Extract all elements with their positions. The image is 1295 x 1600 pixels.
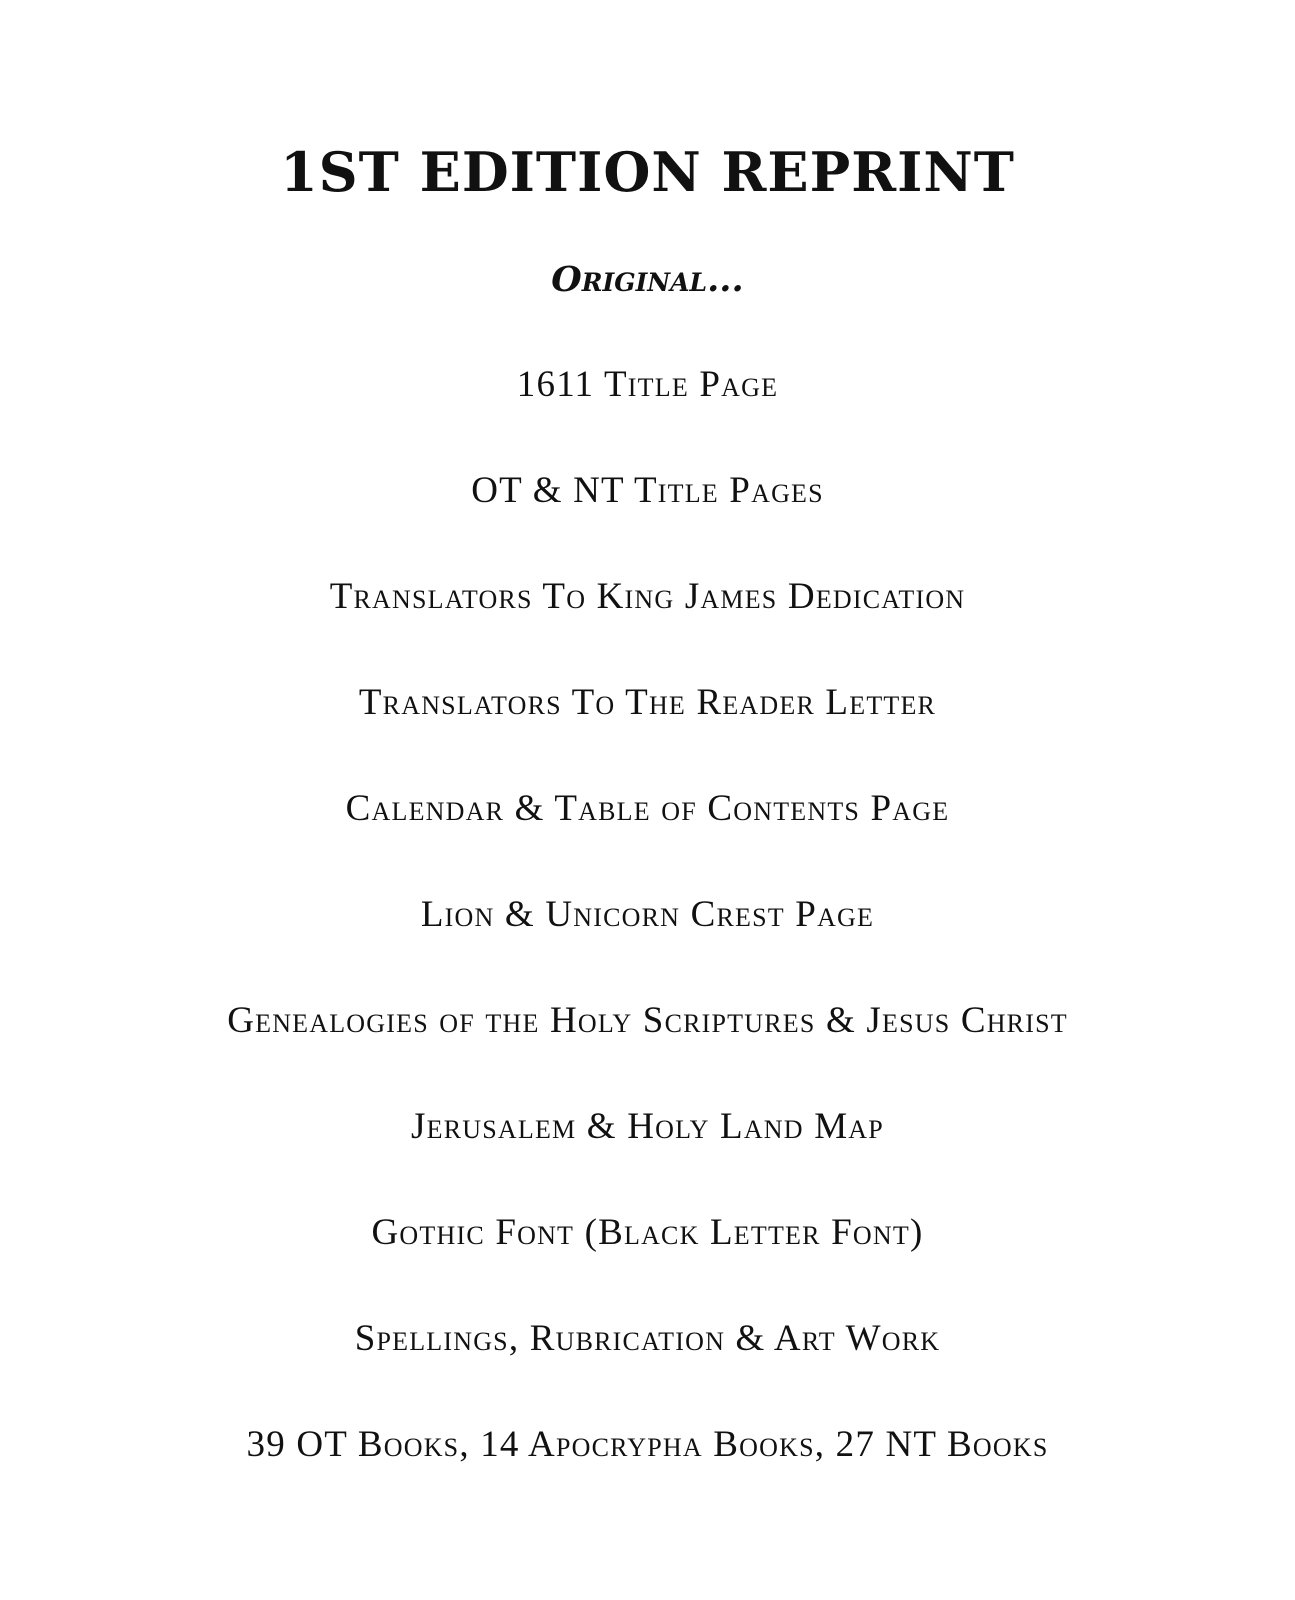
page-title: 1ST EDITION REPRINT — [280, 140, 1015, 204]
feature-item: 1611 Title Page — [516, 364, 779, 405]
feature-item: 39 OT Books, 14 Apocrypha Books, 27 NT Books — [246, 1424, 1049, 1465]
feature-item: Jerusalem & Holy Land Map — [411, 1106, 884, 1147]
feature-item: Spellings, Rubrication & Art Work — [354, 1318, 941, 1359]
feature-item: OT & NT Title Pages — [471, 470, 824, 511]
feature-item: Gothic Font (Black Letter Font) — [371, 1212, 924, 1253]
feature-item: Calendar & Table of Contents Page — [345, 788, 950, 829]
feature-item: Translators To The Reader Letter — [358, 682, 937, 723]
feature-item: Lion & Unicorn Crest Page — [420, 894, 875, 935]
feature-item: Genealogies of the Holy Scriptures & Jesus Christ — [227, 1000, 1068, 1041]
page-subtitle: Original... — [551, 259, 744, 300]
feature-item: Translators To King James Dedication — [329, 576, 966, 617]
feature-list — [0, 362, 1295, 1528]
